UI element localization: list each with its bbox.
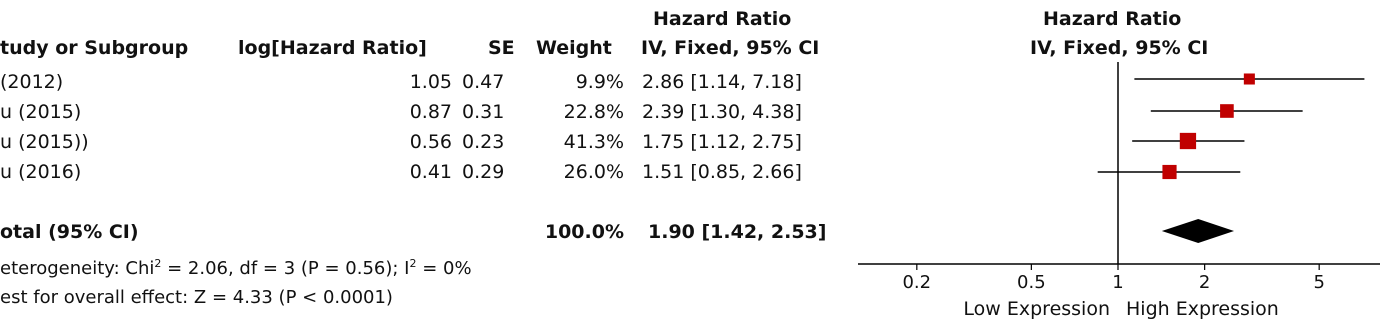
hr-group-header: Hazard Ratio xyxy=(653,8,792,30)
study-se: 0.29 xyxy=(462,161,505,183)
x-tick-label: 2 xyxy=(1198,272,1211,293)
plot-title: Hazard Ratio xyxy=(1043,8,1182,30)
study-marker xyxy=(1180,133,1196,149)
study-weight: 22.8% xyxy=(563,101,624,123)
study-column-header: tudy or Subgroup xyxy=(0,37,189,59)
study-marker xyxy=(1162,165,1176,179)
x-tick-label: 5 xyxy=(1313,272,1325,293)
study-name: u (2015) xyxy=(0,101,82,123)
x-tick-label: 0.2 xyxy=(902,272,932,293)
plot-method-label: IV, Fixed, 95% CI xyxy=(1030,37,1209,59)
study-hr-ci: 2.86 [1.14, 7.18] xyxy=(642,71,802,93)
study-name: u (2015)) xyxy=(0,131,89,153)
study-name: (2012) xyxy=(0,71,64,93)
total-label: otal (95% CI) xyxy=(0,221,139,243)
x-left-label: Low Expression xyxy=(963,298,1110,320)
study-hr-ci: 2.39 [1.30, 4.38] xyxy=(642,101,802,123)
study-se: 0.23 xyxy=(462,131,505,153)
study-log-hr: 0.87 xyxy=(409,101,452,123)
log-hr-column-header: log[Hazard Ratio] xyxy=(238,37,427,59)
study-hr-ci: 1.75 [1.12, 2.75] xyxy=(642,131,802,153)
study-log-hr: 0.56 xyxy=(409,131,452,153)
total-weight: 100.0% xyxy=(544,221,624,243)
pooled-diamond xyxy=(1162,219,1234,243)
total-hr-ci: 1.90 [1.42, 2.53] xyxy=(648,221,827,243)
study-weight: 41.3% xyxy=(563,131,624,153)
study-se: 0.47 xyxy=(462,71,505,93)
x-tick-label: 1 xyxy=(1112,272,1124,293)
study-hr-ci: 1.51 [0.85, 2.66] xyxy=(642,161,802,183)
study-weight: 26.0% xyxy=(563,161,624,183)
weight-column-header: Weight xyxy=(536,37,612,59)
hr-method-column-header: IV, Fixed, 95% CI xyxy=(641,37,820,59)
study-marker xyxy=(1244,73,1255,84)
study-name: u (2016) xyxy=(0,161,82,183)
study-marker xyxy=(1220,104,1234,118)
study-log-hr: 1.05 xyxy=(409,71,452,93)
heterogeneity-stat: eterogeneity: Chi$^2$ = 2.06, df = 3 (P = 0.56); $I^2 = 0\%$ xyxy=(0,257,472,279)
x-right-label: High Expression xyxy=(1126,298,1279,320)
overall-effect-stat: est for overall effect: Z = 4.33 (P < 0.0001) xyxy=(0,287,393,308)
study-se: 0.31 xyxy=(462,101,505,123)
study-weight: 9.9% xyxy=(575,71,624,93)
study-log-hr: 0.41 xyxy=(409,161,452,183)
se-column-header: SE xyxy=(488,37,515,59)
x-tick-label: 0.5 xyxy=(1017,272,1046,293)
